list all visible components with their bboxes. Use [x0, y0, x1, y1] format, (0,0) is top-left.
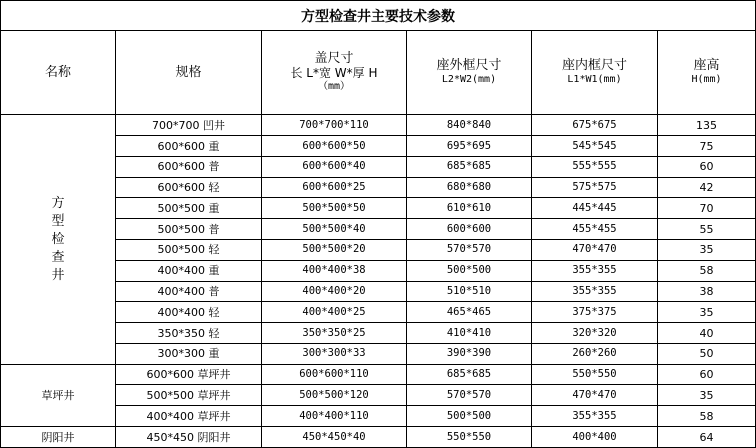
height-cell: 35 — [658, 385, 756, 406]
inner-frame-cell: 355*355 — [532, 260, 658, 281]
spec-cell: 400*400 重 — [116, 260, 262, 281]
cover-size-cell: 600*600*50 — [262, 136, 407, 157]
height-cell: 135 — [658, 115, 756, 136]
cover-size-cell: 400*400*38 — [262, 260, 407, 281]
group-name: 阴阳井 — [41, 430, 75, 444]
group-name: 草坪井 — [41, 388, 75, 402]
spec-cell: 400*400 普 — [116, 281, 262, 302]
height-cell: 58 — [658, 406, 756, 427]
header-cover-line3: （mm） — [317, 80, 351, 92]
outer-frame-cell: 510*510 — [407, 281, 532, 302]
spec-cell: 600*600 重 — [116, 136, 262, 157]
height-cell: 60 — [658, 156, 756, 177]
group-name-cell — [1, 427, 116, 448]
height-cell: 70 — [658, 198, 756, 219]
inner-frame-cell: 455*455 — [532, 219, 658, 240]
header-name-label: 名称 — [44, 65, 71, 81]
header-height-line2: H(mm) — [691, 73, 722, 85]
cover-size-cell: 600*600*40 — [262, 156, 407, 177]
height-cell: 60 — [658, 364, 756, 385]
cover-size-cell: 600*600*110 — [262, 364, 407, 385]
inner-frame-cell: 375*375 — [532, 302, 658, 323]
outer-frame-cell: 610*610 — [407, 198, 532, 219]
header-inner — [532, 31, 658, 115]
header-outer-line1: 座外框尺寸 — [436, 57, 502, 73]
table-row — [1, 427, 756, 448]
outer-frame-cell: 685*685 — [407, 364, 532, 385]
inner-frame-cell: 355*355 — [532, 281, 658, 302]
cover-size-cell: 400*400*110 — [262, 406, 407, 427]
header-outer — [407, 31, 532, 115]
outer-frame-cell: 695*695 — [407, 136, 532, 157]
inner-frame-cell: 675*675 — [532, 115, 658, 136]
height-cell: 64 — [658, 427, 756, 448]
cover-size-cell: 500*500*120 — [262, 385, 407, 406]
header-cover-line2: 长 L*宽 W*厚 H — [290, 65, 378, 80]
cover-size-cell: 450*450*40 — [262, 427, 407, 448]
inner-frame-cell: 555*555 — [532, 156, 658, 177]
height-cell: 38 — [658, 281, 756, 302]
header-inner-line1: 座内框尺寸 — [561, 57, 627, 73]
inner-frame-cell: 470*470 — [532, 240, 658, 261]
outer-frame-cell: 570*570 — [407, 385, 532, 406]
inner-frame-cell: 400*400 — [532, 427, 658, 448]
outer-frame-cell: 600*600 — [407, 219, 532, 240]
spec-cell: 500*500 普 — [116, 219, 262, 240]
header-cover — [262, 31, 407, 115]
outer-frame-cell: 410*410 — [407, 323, 532, 344]
inner-frame-cell: 550*550 — [532, 364, 658, 385]
spec-cell: 500*500 重 — [116, 198, 262, 219]
outer-frame-cell: 500*500 — [407, 260, 532, 281]
outer-frame-cell: 550*550 — [407, 427, 532, 448]
cover-size-cell: 700*700*110 — [262, 115, 407, 136]
cover-size-cell: 400*400*20 — [262, 281, 407, 302]
cover-size-cell: 300*300*33 — [262, 343, 407, 364]
spec-cell: 600*600 普 — [116, 156, 262, 177]
outer-frame-cell: 500*500 — [407, 406, 532, 427]
height-cell: 58 — [658, 260, 756, 281]
header-inner-line2: L1*W1(mm) — [567, 73, 622, 85]
outer-frame-cell: 680*680 — [407, 177, 532, 198]
group-name: 方型检查井 — [51, 195, 65, 283]
spec-cell: 600*600 草坪井 — [116, 364, 262, 385]
height-cell: 42 — [658, 177, 756, 198]
spec-cell: 600*600 轻 — [116, 177, 262, 198]
cover-size-cell: 500*500*20 — [262, 240, 407, 261]
height-cell: 55 — [658, 219, 756, 240]
inner-frame-cell: 470*470 — [532, 385, 658, 406]
inner-frame-cell: 575*575 — [532, 177, 658, 198]
inner-frame-cell: 260*260 — [532, 343, 658, 364]
height-cell: 50 — [658, 343, 756, 364]
outer-frame-cell: 840*840 — [407, 115, 532, 136]
table-title: 方型检查井主要技术参数 — [1, 1, 756, 31]
header-height — [658, 31, 756, 115]
header-spec-label: 规格 — [175, 65, 202, 81]
spec-cell: 700*700 凹井 — [116, 115, 262, 136]
header-height-line1: 座高 — [693, 57, 720, 73]
cover-size-cell: 500*500*50 — [262, 198, 407, 219]
inner-frame-cell: 355*355 — [532, 406, 658, 427]
height-cell: 35 — [658, 240, 756, 261]
cover-size-cell: 500*500*40 — [262, 219, 407, 240]
spec-cell: 350*350 轻 — [116, 323, 262, 344]
spec-cell: 450*450 阴阳井 — [116, 427, 262, 448]
table-row — [1, 364, 756, 385]
header-spec — [116, 31, 262, 115]
height-cell: 75 — [658, 136, 756, 157]
cover-size-cell: 400*400*25 — [262, 302, 407, 323]
group-name-cell — [1, 115, 116, 364]
outer-frame-cell: 570*570 — [407, 240, 532, 261]
height-cell: 40 — [658, 323, 756, 344]
outer-frame-cell: 390*390 — [407, 343, 532, 364]
header-name — [1, 31, 116, 115]
group-name-cell — [1, 364, 116, 426]
spec-cell: 400*400 草坪井 — [116, 406, 262, 427]
spec-cell: 500*500 草坪井 — [116, 385, 262, 406]
header-outer-line2: L2*W2(mm) — [441, 73, 497, 85]
spec-cell: 400*400 轻 — [116, 302, 262, 323]
inner-frame-cell: 445*445 — [532, 198, 658, 219]
inner-frame-cell: 320*320 — [532, 323, 658, 344]
cover-size-cell: 600*600*25 — [262, 177, 407, 198]
cover-size-cell: 350*350*25 — [262, 323, 407, 344]
outer-frame-cell: 465*465 — [407, 302, 532, 323]
header-cover-line1: 盖尺寸 — [314, 50, 354, 66]
outer-frame-cell: 685*685 — [407, 156, 532, 177]
height-cell: 35 — [658, 302, 756, 323]
spec-cell: 500*500 轻 — [116, 240, 262, 261]
table-row — [1, 115, 756, 136]
inner-frame-cell: 545*545 — [532, 136, 658, 157]
spec-cell: 300*300 重 — [116, 343, 262, 364]
